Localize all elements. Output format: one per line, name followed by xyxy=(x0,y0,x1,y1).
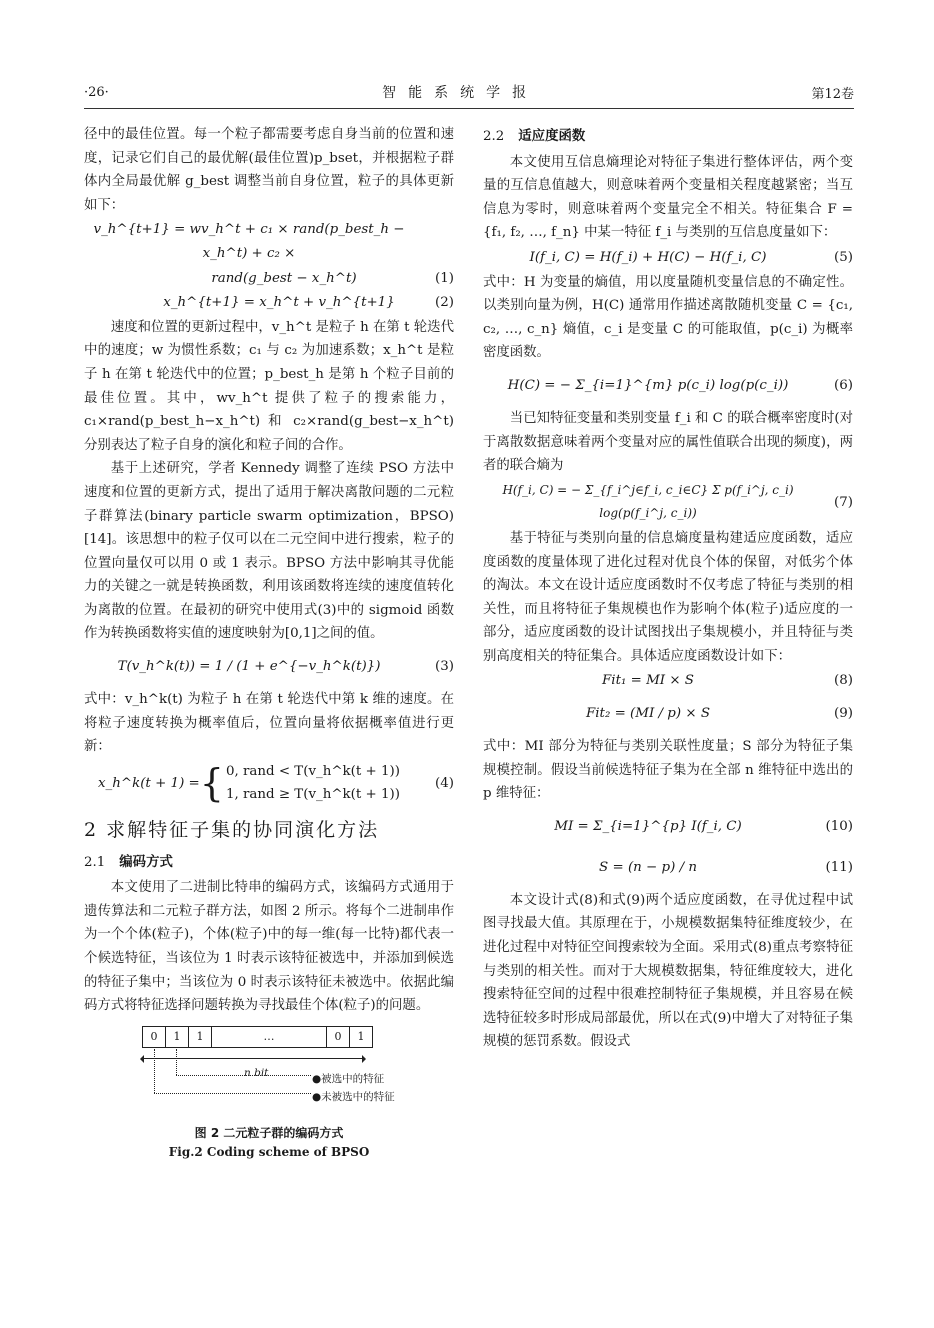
equation-9 xyxy=(483,694,853,734)
equation-3 xyxy=(84,647,454,687)
equation-text: T(v_h^k(t)) = 1 / (1 + e^{−v_h^k(t)}) xyxy=(117,659,381,675)
equation-number: (10) xyxy=(825,819,853,835)
leader-line xyxy=(154,1049,155,1093)
equation-8 xyxy=(483,669,853,693)
subsection-number: 2.2 xyxy=(483,129,505,144)
equation-5 xyxy=(483,246,853,270)
equation-number: (11) xyxy=(825,860,853,876)
paragraph: 式中：v_h^k(t) 为粒子 h 在第 t 轮迭代中第 k 维的速度。在将粒子速度转换为概率值后，位置向量将依据概率值进行更新： xyxy=(84,692,454,755)
equation-text: rand(g_best − x_h^t) xyxy=(211,270,357,286)
legend-unselected: ●未被选中的特征 xyxy=(312,1090,395,1103)
leader-line xyxy=(154,1093,311,1094)
equation-10 xyxy=(483,807,853,847)
nbit-label: n bit xyxy=(244,1066,269,1079)
equation-text: H(C) = − Σ_{i=1}^{m} p(c_i) log(p(c_i)) xyxy=(507,378,789,394)
equation-number: (7) xyxy=(834,494,853,510)
bit-cell-ellipsis: … xyxy=(212,1027,327,1047)
figure-caption-en: Fig.2 Coding scheme of BPSO xyxy=(168,1144,370,1159)
paragraph: 当已知特征变量和类别变量 f_i 和 C 的联合概率密度时(对于离散数据意味着两个变量对应的属性值联合出现的频度)，两者的联合熵为 xyxy=(483,410,853,474)
bit-cell: 0 xyxy=(327,1027,350,1047)
equation-2 xyxy=(84,291,454,315)
equation-number: (5) xyxy=(834,249,853,265)
paragraph: 本文设计式(8)和式(9)两个适应度函数，在寻优过程中试图寻找最大值。其原理在于，小规模数据集特征维度较少，在进化过程中对特征空间搜索较为全面。采用式(8)重点考察特征与类别的相关性。而对于大规模数据集，特征维度较大，进化搜索特征空间的过程中很难控制特征子集规模，并且容易在候选特征较多时形成局部最优，所以在式(9)中增大了对特征子集规模的惩罚系数。假设式 xyxy=(483,892,853,1050)
paragraph: 基于上述研究，学者 Kennedy 调整了连续 PSO 方法中速度和位置的更新方式，提出了适用于解决离散问题的二元粒子群算法(binary particle swarm optimization，BPSO)[14]。该思想中的粒子仅可以在二元空间中进行搜索，粒子的位置向量仅可以用 0 或 1 表示。BPSO 方法中影响其寻优能力的关键之一就是转换函数，利用该函数将连续的速度值转化为离散的位置。在最初的研究中使用式(3)中的 sigmoid 函数作为转换函数将实值的速度映射为[0,1]之间的值。 xyxy=(84,461,454,642)
leader-line xyxy=(176,1075,311,1076)
equation-text: x_h^{t+1} = x_h^t + v_h^{t+1} xyxy=(163,295,395,311)
paragraph: 本文使用了二进制比特串的编码方式，该编码方式通用于遗传算法和二元粒子群方法，如图 2 所示。将每个二进制串作为一个个体(粒子)，个体(粒子)中的每一维(每一比特)都代表一个候选特征，当该位为 1 时表示该特征被选中，并添加到候选的特征子集中；当该位为 0 时表示该特征未被选中。依据此编码方式将特征选择问题转换为寻找最佳个体(粒子)的问题。 xyxy=(84,880,454,1014)
equation-text: v_h^{t+1} = wv_h^t + c₁ × rand(p_best_h − x_h^t) + c₂ × xyxy=(93,222,405,261)
equation-text: MI = Σ_{i=1}^{p} I(f_i, C) xyxy=(554,819,742,835)
equation-lhs: x_h^k(t + 1) = xyxy=(98,775,200,791)
equation-text: S = (n − p) / n xyxy=(599,860,697,876)
leader-line xyxy=(176,1049,177,1075)
bit-cell: 1 xyxy=(189,1027,212,1047)
bit-cell: 1 xyxy=(357,1029,365,1043)
equation-case: 0, rand < T(v_h^k(t + 1)) xyxy=(225,763,400,779)
equation-text: H(f_i, C) = − Σ_{f_i^j∈f_i, c_i∈C} Σ p(f_i^j, c_i) log(p(f_i^j, c_i)) xyxy=(502,482,794,521)
paragraph: 速度和位置的更新过程中，v_h^t 是粒子 h 在第 t 轮迭代中的速度；w 为惯性系数；c₁ 与 c₂ 为加速系数；x_h^t 是粒子 h 在第 t 轮迭代中的位置；p_best_h 是第 h 个粒子目前的最佳位置。其中，wv_h^t 提供了粒子的搜索能力，c₁×rand(p_best_h−x_h^t) 和 c₂×rand(g_best−x_h^t) 分别表达了粒子自身的演化和粒子间的合作。 xyxy=(84,319,454,453)
equation-11 xyxy=(483,848,853,888)
equation-text: Fit₂ = (MI / p) × S xyxy=(585,706,710,722)
equation-number: (9) xyxy=(834,706,853,722)
equation-6 xyxy=(483,366,853,406)
equation-4 xyxy=(84,760,454,807)
equation-case: 1, rand ≥ T(v_h^k(t + 1)) xyxy=(225,787,400,803)
paragraph: 式中：H 为变量的熵值，用以度量随机变量信息的不确定性。以类别向量为例，H(C) 通常用作描述离散随机变量 C = {c₁, c₂, …, c_n} 熵值，c_i 是变量 C 的可能取值，p(c_i) 为概率密度函数。 xyxy=(483,274,853,361)
equation-number: (1) xyxy=(435,270,454,286)
equation-text: I(f_i, C) = H(f_i) + H(C) − H(f_i, C) xyxy=(529,249,767,265)
paragraph: 本文使用互信息熵理论对特征子集进行整体评估，两个变量的互信息值越大，则意味着两个变量相关程度越紧密；当互信息为零时，则意味着两个变量完全不相关。特征集合 F = {f₁, f₂, …, f_n} 中某一特征 f_i 与类别的互信息度量如下： xyxy=(483,154,853,241)
equation-number: (3) xyxy=(435,659,454,675)
section-heading: 2 求解特征子集的协同演化方法 xyxy=(84,819,380,842)
paragraph: 式中：MI 部分为特征与类别关联性度量；S 部分为特征子集规模控制。假设当前候选特征子集为在全部 n 维特征中选出的 p 维特征： xyxy=(483,739,853,802)
right-column xyxy=(483,123,853,1054)
equation-number: (2) xyxy=(435,295,454,311)
brace-symbol: { xyxy=(199,761,224,806)
volume-label: 第12卷 xyxy=(811,86,854,102)
equation-1a xyxy=(84,218,454,265)
figure-caption-cn: 图 2 二元粒子群的编码方式 xyxy=(194,1125,344,1140)
equation-7 xyxy=(483,479,853,526)
figure-2 xyxy=(84,1022,454,1162)
page-header xyxy=(84,80,854,109)
subsection-heading xyxy=(483,125,853,149)
equation-1b xyxy=(84,267,454,291)
left-column xyxy=(84,123,454,1162)
bit-cell: 1 xyxy=(166,1027,189,1047)
subsection-title: 适应度函数 xyxy=(518,129,586,144)
equation-text: Fit₁ = MI × S xyxy=(602,673,694,689)
bit-cell: 0 xyxy=(143,1027,166,1047)
paragraph: 径中的最佳位置。每一个粒子都需要考虑自身当前的位置和速度，记录它们自己的最优解(最佳位置)p_bset，并根据粒子群体内全局最优解 g_best 调整当前自身位置，粒子的具体更新如下： xyxy=(84,127,454,213)
equation-number: (8) xyxy=(834,673,853,689)
legend-selected: ●被选中的特征 xyxy=(312,1072,385,1085)
page-number: ·26· xyxy=(84,84,109,100)
subsection-title: 编码方式 xyxy=(119,854,173,870)
paragraph: 基于特征与类别向量的信息熵度量构建适应度函数，适应度函数的度量体现了进化过程对优良个体的保留，对低劣个体的淘汰。本文在设计适应度函数时不仅考虑了特征与类别的相关性，而且将特征子集规模也作为影响个体(粒子)适应度的一部分，适应度函数的设计试图找出子集规模小，并且特征与类别高度相关的特征集合。具体适应度函数设计如下： xyxy=(483,530,853,664)
journal-title: 智能系统学报 xyxy=(382,85,539,101)
equation-number: (6) xyxy=(834,378,853,394)
subsection-heading xyxy=(84,851,454,875)
subsection-number: 2.1 xyxy=(84,854,106,870)
bit-string xyxy=(142,1026,373,1048)
equation-number: (4) xyxy=(435,775,454,791)
